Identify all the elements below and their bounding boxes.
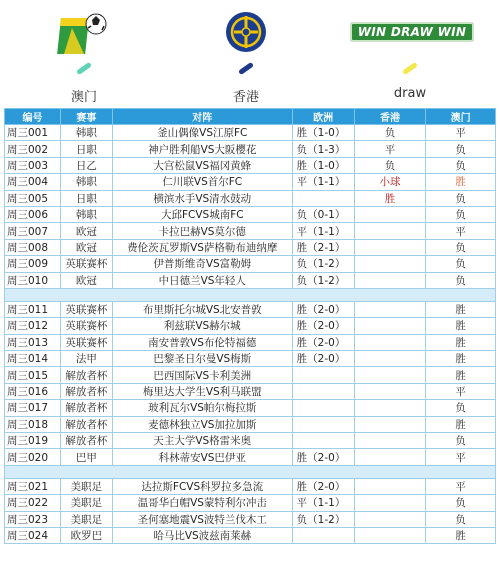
- cell-id: 周三022: [5, 495, 61, 511]
- cell-league: 英联赛杯: [60, 318, 112, 334]
- hongkong-brand-name: 香港: [232, 90, 259, 105]
- windrawwin-brand: [340, 8, 480, 101]
- group-separator: [5, 465, 496, 478]
- cell-europe: [292, 416, 354, 432]
- cell-match: 温哥华白帽VS蒙特利尔冲击: [112, 495, 292, 511]
- cell-europe: [292, 527, 354, 543]
- cell-hongkong: [354, 367, 426, 383]
- table-row: [5, 157, 496, 173]
- cell-match: 神户胜利船VS大阪樱花: [112, 141, 292, 157]
- cell-europe: 胜（2-0）: [292, 334, 354, 350]
- cell-id: 周三006: [5, 206, 61, 222]
- cell-macau: 负: [426, 206, 496, 222]
- cell-match: 梅里达大学生VS利马联盟: [112, 383, 292, 399]
- cell-europe: 负（1-2）: [292, 256, 354, 272]
- cell-europe: 平（1-1）: [292, 223, 354, 239]
- cell-hongkong: [354, 495, 426, 511]
- table-row: [5, 174, 496, 190]
- prediction-table: [4, 108, 496, 544]
- cell-macau: 胜: [426, 301, 496, 317]
- table-row: [5, 527, 496, 543]
- cell-id: 周三015: [5, 367, 61, 383]
- cell-macau: 负: [426, 190, 496, 206]
- windrawwin-badge: WIN DRAW WIN: [350, 22, 474, 42]
- cell-id: 周三008: [5, 239, 61, 255]
- cell-hongkong: [354, 272, 426, 288]
- cell-match: 布里斯托尔城VS北安普敦: [112, 301, 292, 317]
- cell-id: 周三009: [5, 256, 61, 272]
- table-row: [5, 478, 496, 494]
- cell-hongkong: [354, 478, 426, 494]
- cell-europe: 胜（2-0）: [292, 318, 354, 334]
- cell-hongkong: 负: [354, 157, 426, 173]
- brand-header: [0, 0, 500, 106]
- cell-europe: 胜（2-0）: [292, 301, 354, 317]
- table-row: [5, 223, 496, 239]
- cell-league: 欧冠: [60, 272, 112, 288]
- table-row: [5, 141, 496, 157]
- cell-europe: 负（1-3）: [292, 141, 354, 157]
- cell-macau: 平: [426, 478, 496, 494]
- cell-id: 周三013: [5, 334, 61, 350]
- cell-hongkong: [354, 256, 426, 272]
- cell-hongkong: [354, 416, 426, 432]
- cell-league: 韩职: [60, 174, 112, 190]
- cell-europe: 胜（1-0）: [292, 125, 354, 141]
- cell-macau: 负: [426, 433, 496, 449]
- cell-id: 周三003: [5, 157, 61, 173]
- cell-id: 周三004: [5, 174, 61, 190]
- cell-europe: [292, 190, 354, 206]
- cell-match: 天主大学VS格雷米奥: [112, 433, 292, 449]
- cell-league: 日职: [60, 141, 112, 157]
- cell-id: 周三001: [5, 125, 61, 141]
- table-row: [5, 318, 496, 334]
- cell-europe: [292, 433, 354, 449]
- cell-macau: 负: [426, 256, 496, 272]
- cell-macau: 负: [426, 495, 496, 511]
- cell-league: 法甲: [60, 351, 112, 367]
- cell-match: 巴西国际VS卡利美洲: [112, 367, 292, 383]
- cell-match: 大宫松鼠VS福冈黄蜂: [112, 157, 292, 173]
- cell-league: 英联赛杯: [60, 301, 112, 317]
- cell-macau: 平: [426, 383, 496, 399]
- cell-macau: 负: [426, 157, 496, 173]
- cell-macau: 负: [426, 239, 496, 255]
- header-id: 编号: [5, 109, 61, 125]
- cell-league: 解放者杯: [60, 383, 112, 399]
- cell-macau: 胜: [426, 416, 496, 432]
- table-row: [5, 495, 496, 511]
- cell-id: 周三018: [5, 416, 61, 432]
- table-row: [5, 272, 496, 288]
- cell-macau: 胜: [426, 527, 496, 543]
- table-row: [5, 334, 496, 350]
- cell-league: 美职足: [60, 511, 112, 527]
- cell-europe: 负（0-1）: [292, 206, 354, 222]
- table-body: [5, 125, 496, 544]
- table-row: [5, 239, 496, 255]
- cell-macau: 胜: [426, 174, 496, 190]
- cell-match: 釜山偶像VS江原FC: [112, 125, 292, 141]
- cell-league: 解放者杯: [60, 400, 112, 416]
- table-row: [5, 400, 496, 416]
- cell-macau: 负: [426, 400, 496, 416]
- cell-league: 韩职: [60, 125, 112, 141]
- cell-macau: 负: [426, 511, 496, 527]
- cell-match: 南安普敦VS布伦特福德: [112, 334, 292, 350]
- cell-id: 周三005: [5, 190, 61, 206]
- cell-europe: 负（1-2）: [292, 272, 354, 288]
- cell-hongkong: [354, 239, 426, 255]
- header-macau: 澳门: [426, 109, 496, 125]
- cell-macau: 胜: [426, 367, 496, 383]
- cell-macau: 平: [426, 223, 496, 239]
- cell-id: 周三011: [5, 301, 61, 317]
- cell-league: 美职足: [60, 495, 112, 511]
- cell-match: 费伦茨瓦罗斯VS萨格勒布迪纳摩: [112, 239, 292, 255]
- cell-id: 周三023: [5, 511, 61, 527]
- table-row: [5, 125, 496, 141]
- cell-europe: [292, 400, 354, 416]
- cell-id: 周三010: [5, 272, 61, 288]
- cell-hongkong: [354, 206, 426, 222]
- hongkong-logo: [176, 8, 316, 74]
- cell-hongkong: 负: [354, 125, 426, 141]
- cell-europe: 负（1-2）: [292, 511, 354, 527]
- table-row: [5, 301, 496, 317]
- cell-id: 周三017: [5, 400, 61, 416]
- cell-hongkong: 胜: [354, 190, 426, 206]
- header-match: 对阵: [112, 109, 292, 125]
- cell-hongkong: [354, 351, 426, 367]
- cell-league: 解放者杯: [60, 416, 112, 432]
- cell-match: 中日德兰VS年轻人: [112, 272, 292, 288]
- cell-league: 日职: [60, 190, 112, 206]
- cell-macau: 负: [426, 272, 496, 288]
- cell-hongkong: 平: [354, 141, 426, 157]
- cell-match: 横滨水手VS清水鼓动: [112, 190, 292, 206]
- cell-macau: 平: [426, 449, 496, 465]
- cell-hongkong: [354, 433, 426, 449]
- cell-hongkong: [354, 223, 426, 239]
- hongkong-brand: [176, 8, 316, 105]
- cell-match: 伊普斯维奇VS富勒姆: [112, 256, 292, 272]
- cell-macau: 胜: [426, 334, 496, 350]
- cell-europe: 胜（1-0）: [292, 157, 354, 173]
- table-row: [5, 433, 496, 449]
- macau-brand: [14, 8, 154, 105]
- table-row: [5, 416, 496, 432]
- cell-hongkong: [354, 400, 426, 416]
- separator-cell: [5, 465, 496, 478]
- macau-logo: [14, 8, 154, 74]
- cell-hongkong: [354, 383, 426, 399]
- cell-league: 英联赛杯: [60, 334, 112, 350]
- table-row: [5, 351, 496, 367]
- table-row: [5, 511, 496, 527]
- cell-europe: 胜（2-0）: [292, 449, 354, 465]
- cell-match: 卡拉巴赫VS莫尔德: [112, 223, 292, 239]
- cell-europe: 胜（2-0）: [292, 478, 354, 494]
- cell-europe: 平（1-1）: [292, 174, 354, 190]
- cell-league: 欧罗巴: [60, 527, 112, 543]
- cell-match: 利兹联VS赫尔城: [112, 318, 292, 334]
- cell-id: 周三007: [5, 223, 61, 239]
- cell-europe: [292, 383, 354, 399]
- cell-id: 周三019: [5, 433, 61, 449]
- table-row: [5, 206, 496, 222]
- cell-hongkong: [354, 318, 426, 334]
- cell-league: 解放者杯: [60, 433, 112, 449]
- group-separator: [5, 288, 496, 301]
- table-row: [5, 367, 496, 383]
- cell-league: 欧冠: [60, 223, 112, 239]
- header-league: 赛事: [60, 109, 112, 125]
- cell-macau: 胜: [426, 351, 496, 367]
- cell-league: 美职足: [60, 478, 112, 494]
- table-row: [5, 383, 496, 399]
- cell-hongkong: [354, 301, 426, 317]
- cell-match: 玻利瓦尔VS帕尔梅拉斯: [112, 400, 292, 416]
- windrawwin-logo: [340, 8, 480, 74]
- cell-id: 周三020: [5, 449, 61, 465]
- cell-league: 韩职: [60, 206, 112, 222]
- cell-id: 周三024: [5, 527, 61, 543]
- table-row: [5, 449, 496, 465]
- table-row: [5, 256, 496, 272]
- cell-league: 巴甲: [60, 449, 112, 465]
- cell-id: 周三002: [5, 141, 61, 157]
- table-header-row: [5, 109, 496, 125]
- cell-hongkong: [354, 334, 426, 350]
- cell-league: 解放者杯: [60, 367, 112, 383]
- cell-league: 英联赛杯: [60, 256, 112, 272]
- header-hongkong: 香港: [354, 109, 426, 125]
- cell-europe: 平（1-1）: [292, 495, 354, 511]
- cell-league: 日乙: [60, 157, 112, 173]
- cell-id: 周三016: [5, 383, 61, 399]
- cell-id: 周三021: [5, 478, 61, 494]
- cell-macau: 负: [426, 141, 496, 157]
- cell-hongkong: [354, 527, 426, 543]
- cell-europe: 胜（2-1）: [292, 239, 354, 255]
- cell-hongkong: 小球: [354, 174, 426, 190]
- cell-match: 巴黎圣日尔曼VS梅斯: [112, 351, 292, 367]
- header-europe: 欧洲: [292, 109, 354, 125]
- separator-cell: [5, 288, 496, 301]
- cell-match: 哈马比VS波兹南莱赫: [112, 527, 292, 543]
- cell-match: 大邱FCVS城南FC: [112, 206, 292, 222]
- cell-id: 周三014: [5, 351, 61, 367]
- cell-match: 达拉斯FCVS科罗拉多急流: [112, 478, 292, 494]
- cell-hongkong: [354, 449, 426, 465]
- cell-match: 麦德林独立VS加拉加斯: [112, 416, 292, 432]
- cell-match: 仁川联VS首尔FC: [112, 174, 292, 190]
- cell-hongkong: [354, 511, 426, 527]
- cell-europe: 胜（2-0）: [292, 351, 354, 367]
- cell-league: 欧冠: [60, 239, 112, 255]
- draw-dash: [402, 62, 418, 75]
- cell-match: 科林蒂安VS巴伊亚: [112, 449, 292, 465]
- cell-europe: [292, 367, 354, 383]
- cell-id: 周三012: [5, 318, 61, 334]
- table-row: [5, 190, 496, 206]
- cell-macau: 胜: [426, 318, 496, 334]
- draw-brand-name: draw: [393, 86, 427, 101]
- cell-macau: 平: [426, 125, 496, 141]
- macau-brand-name: 澳门: [70, 90, 97, 105]
- cell-match: 圣何塞地震VS波特兰伐木工: [112, 511, 292, 527]
